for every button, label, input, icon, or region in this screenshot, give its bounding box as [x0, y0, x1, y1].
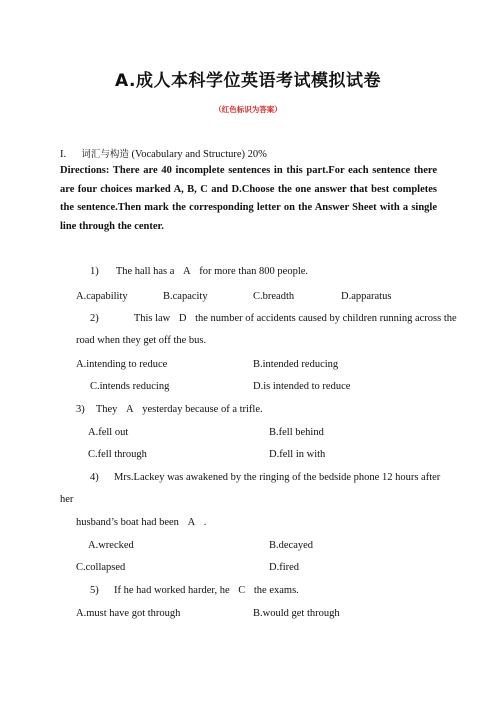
section-heading-en: (Vocabulary and Structure) 20%: [131, 149, 267, 160]
section-heading-cn: 词汇与构造: [81, 149, 129, 160]
question-stem: for more than 800 people.: [199, 266, 309, 277]
question-stem: .: [203, 517, 207, 528]
option-b: B.would get through: [253, 608, 340, 619]
answer-letter: A: [183, 266, 191, 277]
section-label: I.: [60, 149, 67, 160]
option-a: A.capability: [76, 291, 128, 302]
question-number: 2): [90, 313, 99, 324]
option-a: A.must have got through: [76, 608, 181, 619]
section-heading: [60, 146, 267, 160]
option-a: A.wrecked: [88, 540, 134, 551]
option-c: C.collapsed: [76, 562, 126, 573]
question-stem: husband’s boat had been: [76, 517, 179, 528]
option-b: B.decayed: [269, 540, 314, 551]
question-stem: They: [95, 404, 118, 415]
question-stem-continued: road when they get off the bus.: [76, 335, 207, 346]
option-a: A.intending to reduce: [76, 359, 168, 370]
directions: Directions: There are 40 incomplete sentences in this part.For each sentence there are four choices marked A, B, C and D.Choose the one answer that best completes the sentence.Then mark the corresponding letter on the Answer Sheet with a single line through the center.: [60, 165, 437, 232]
page-title: A.成人本科学位英语考试模拟试卷: [115, 71, 381, 91]
option-d: D.apparatus: [341, 291, 392, 302]
option-d: D.fired: [269, 562, 300, 573]
question-stem-continued: her: [60, 494, 74, 505]
option-c: C.intends reducing: [90, 381, 170, 392]
question-stem: the number of accidents caused by children running across the: [195, 313, 457, 324]
question-stem: Mrs.Lackey was awakened by the ringing of the bedside phone 12 hours after: [114, 472, 441, 483]
question-number: 4): [90, 472, 99, 483]
question-stem: yesterday because of a trifle.: [142, 404, 263, 415]
question-number: 5): [90, 585, 99, 596]
question-stem: the exams.: [253, 585, 299, 596]
question-2: [90, 313, 457, 324]
answer-note: （红色标识为答案）: [214, 105, 282, 114]
option-c: C.fell through: [88, 449, 147, 460]
answer-letter: D: [178, 313, 187, 324]
question-4: [90, 472, 440, 483]
option-d: D.fell in with: [269, 449, 326, 460]
option-b: B.fell behind: [269, 427, 324, 438]
answer-letter: A: [126, 404, 134, 415]
answer-letter: C: [238, 585, 246, 596]
option-c: C.breadth: [253, 291, 295, 302]
question-number: 3): [76, 404, 85, 415]
question-stem: This law: [133, 313, 171, 324]
question-5: [90, 585, 299, 596]
question-stem-continued: [76, 517, 206, 528]
question-stem: If he had worked harder, he: [114, 585, 230, 596]
answer-letter: A: [187, 517, 196, 528]
option-b: B.capacity: [163, 291, 208, 302]
option-b: B.intended reducing: [253, 359, 339, 370]
option-a: A.fell out: [88, 427, 129, 438]
option-d: D.is intended to reduce: [253, 381, 351, 392]
question-1: [90, 266, 308, 277]
question-3: [76, 404, 263, 415]
question-stem: The hall has a: [115, 266, 175, 277]
question-number: 1): [90, 266, 99, 277]
